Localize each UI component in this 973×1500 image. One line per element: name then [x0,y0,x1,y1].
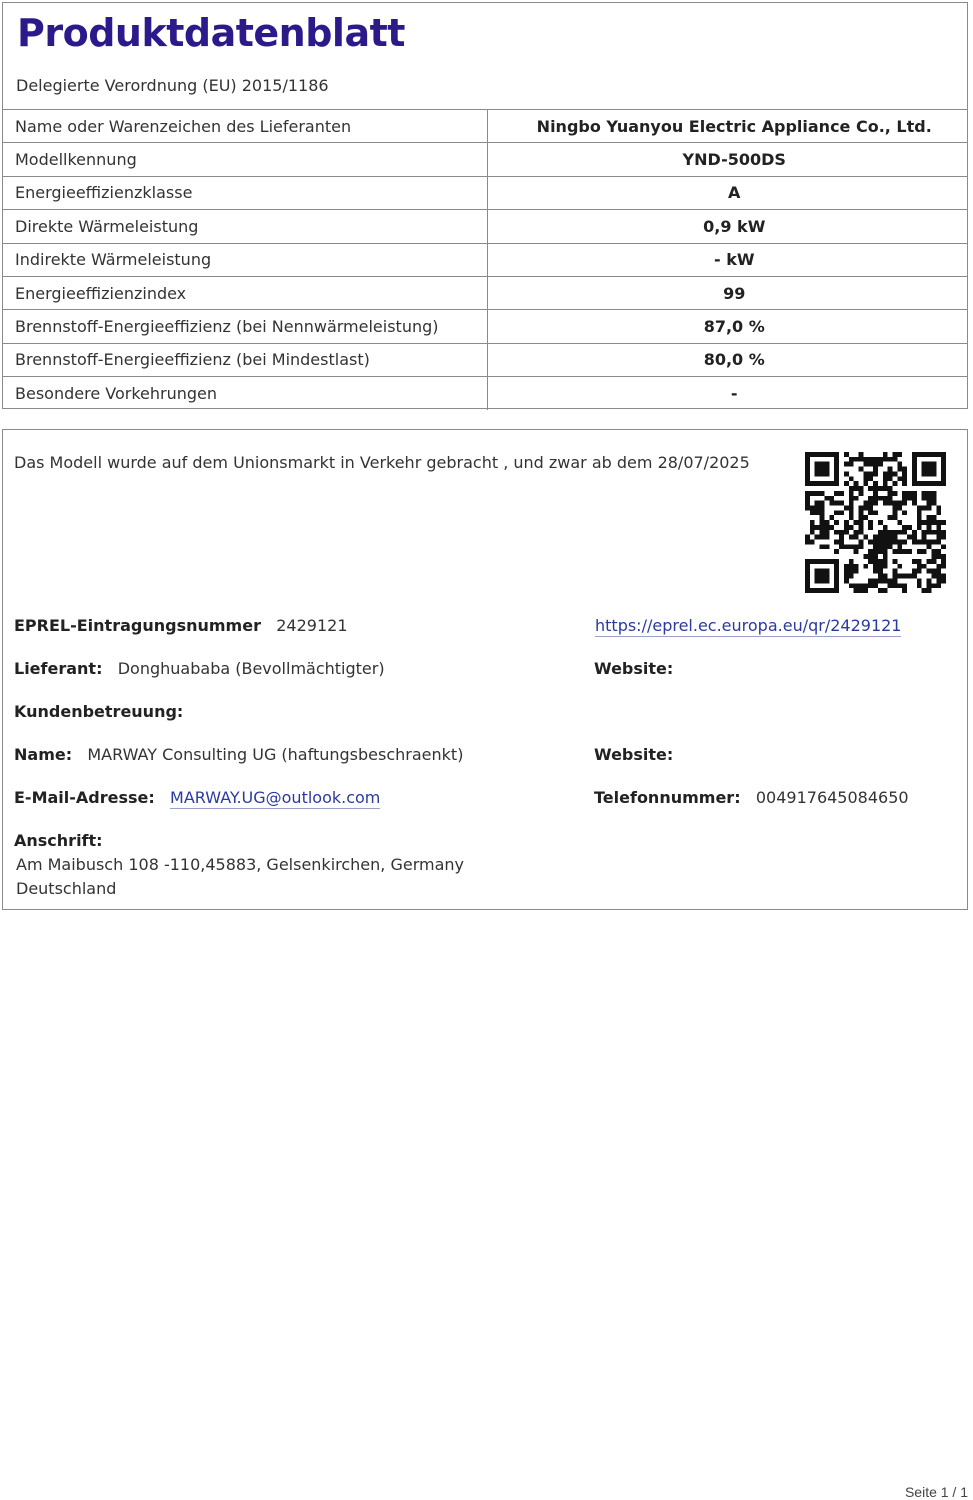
row-value: 0,9 kW [487,210,967,243]
row-label: Name oder Warenzeichen des Lieferanten [3,110,487,143]
row-label: Brennstoff-Energieeffizienz (bei Nennwärmeleistung) [3,310,487,343]
phone-value: 004917645084650 [755,788,909,807]
row-label: Besondere Vorkehrungen [3,377,487,410]
market-placement-text: Das Modell wurde auf dem Unionsmarkt in Verkehr gebracht , und zwar ab dem 28/07/2025 [14,453,750,472]
phone-label: Telefonnummer: [594,788,741,807]
row-label: Energieeffizienzklasse [3,176,487,209]
row-label: Energieeffizienzindex [3,276,487,309]
table-row [3,343,967,376]
customer-service-heading: Kundenbetreuung: [14,702,184,721]
product-data-section [2,2,968,409]
row-value: - kW [487,243,967,276]
row-value: 99 [487,276,967,309]
email-label: E-Mail-Adresse: [14,788,155,807]
page-title: Produktdatenblatt [17,11,405,55]
row-label: Direkte Wärmeleistung [3,210,487,243]
eprel-link[interactable]: https://eprel.ec.europa.eu/qr/2429121 [595,616,902,635]
table-row [3,377,967,410]
table-row [3,143,967,176]
page-number: Seite 1 / 1 [904,1484,968,1500]
address-line-1: Am Maibusch 108 -110,45883, Gelsenkirchen, Germany [16,855,464,874]
name-label: Name: [14,745,73,764]
row-value: YND-500DS [487,143,967,176]
supplier-website-label: Website: [594,659,674,678]
cs-website-label: Website: [594,745,674,764]
qr-code-icon[interactable] [805,452,946,593]
name-value: MARWAY Consulting UG (haftungsbeschraenkt) [87,745,464,764]
eprel-number: 2429121 [276,616,348,635]
address-label: Anschrift: [14,831,103,850]
eprel-row [14,616,348,635]
row-value: 87,0 % [487,310,967,343]
table-row [3,210,967,243]
supplier-value: Donghuababa (Bevollmächtigter) [117,659,385,678]
table-row [3,243,967,276]
table-row [3,110,967,143]
row-value: - [487,377,967,410]
email-row [14,788,380,807]
table-row [3,176,967,209]
row-label: Indirekte Wärmeleistung [3,243,487,276]
row-value: A [487,176,967,209]
product-data-table [3,109,967,410]
name-row [14,745,463,764]
eprel-link-wrap [595,616,901,635]
row-label: Modellkennung [3,143,487,176]
supplier-row [14,659,385,678]
supplier-label: Lieferant: [14,659,103,678]
address-line-2: Deutschland [16,879,117,898]
email-link[interactable]: MARWAY.UG@outlook.com [170,788,381,807]
table-row [3,276,967,309]
eprel-label: EPREL-Eintragungsnummer [14,616,261,635]
table-row [3,310,967,343]
row-label: Brennstoff-Energieeffizienz (bei Mindestlast) [3,343,487,376]
phone-row [594,788,909,807]
row-value: 80,0 % [487,343,967,376]
regulation-reference: Delegierte Verordnung (EU) 2015/1186 [16,76,329,95]
row-value: Ningbo Yuanyou Electric Appliance Co., Ltd. [487,110,967,143]
